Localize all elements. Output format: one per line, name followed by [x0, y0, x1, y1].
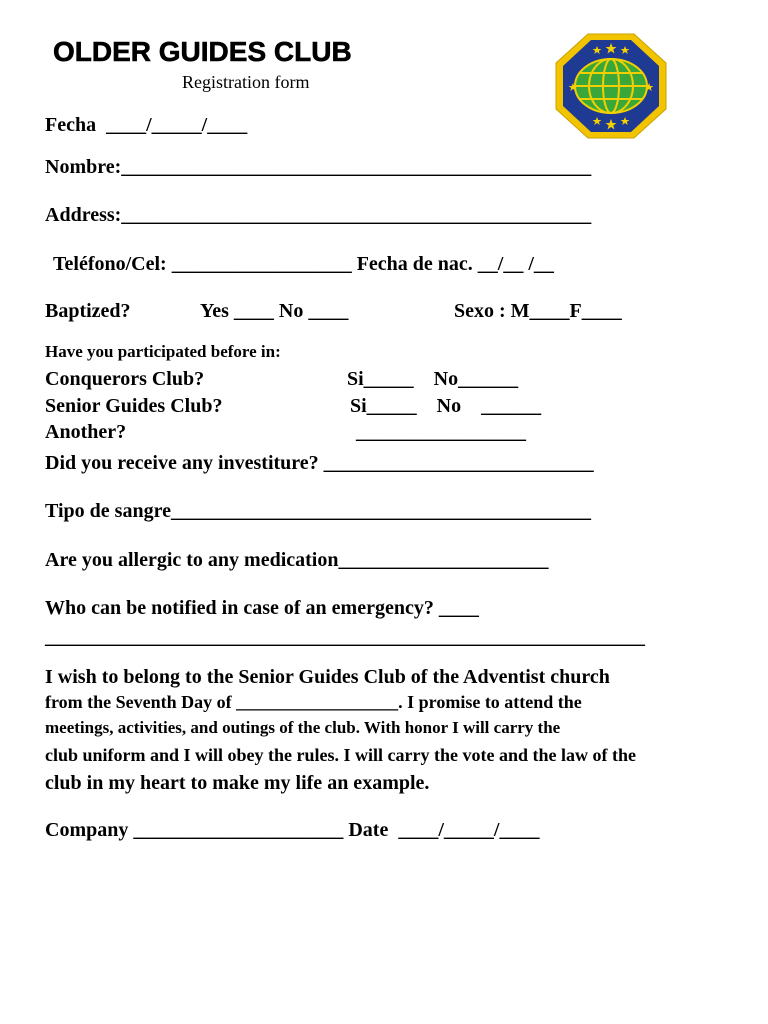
- baptized-options: Yes ____ No ____: [200, 300, 349, 322]
- emergency-line: ____________________________________________________________: [45, 626, 645, 648]
- pledge-line-5: club in my heart to make my life an example.: [45, 772, 430, 794]
- baptized-label: Baptized?: [45, 300, 131, 322]
- pledge-line-3: meetings, activities, and outings of the club. With honor I will carry the: [45, 718, 561, 737]
- blood-type-field: Tipo de sangre__________________________________________: [45, 500, 591, 522]
- nombre-field: Nombre:_______________________________________________: [45, 156, 592, 178]
- page-subtitle: Registration form: [182, 72, 310, 92]
- fecha-field: Fecha ____/_____/____: [45, 114, 248, 136]
- company-date-field: Company _____________________ Date ____/_____/____: [45, 819, 540, 841]
- sexo-field: Sexo : M____F____: [454, 300, 622, 322]
- telefono-field: Teléfono/Cel: __________________ Fecha de nac. __/__ /__: [53, 253, 554, 275]
- address-field: Address:_______________________________________________: [45, 204, 592, 226]
- globe-emblem-icon: [555, 33, 667, 139]
- senior-guides-options: Si_____ No ______: [350, 395, 542, 417]
- pledge-line-4: club uniform and I will obey the rules. I will carry the vote and the law of the: [45, 745, 636, 765]
- participated-label: Have you participated before in:: [45, 342, 281, 361]
- pledge-line-1: I wish to belong to the Senior Guides Club of the Adventist church: [45, 666, 610, 688]
- emergency-field: Who can be notified in case of an emergency? ____: [45, 597, 479, 619]
- conquerors-options: Si_____ No______: [347, 368, 519, 390]
- pledge-line-2: from the Seventh Day of __________________. I promise to attend the: [45, 692, 582, 712]
- investiture-field: Did you receive any investiture? ___________________________: [45, 452, 594, 474]
- another-label: Another?: [45, 421, 127, 443]
- page-title: OLDER GUIDES CLUB: [53, 36, 352, 67]
- allergy-field: Are you allergic to any medication_____________________: [45, 549, 549, 571]
- senior-guides-label: Senior Guides Club?: [45, 395, 223, 417]
- another-line: _________________: [356, 421, 526, 443]
- conquerors-label: Conquerors Club?: [45, 368, 205, 390]
